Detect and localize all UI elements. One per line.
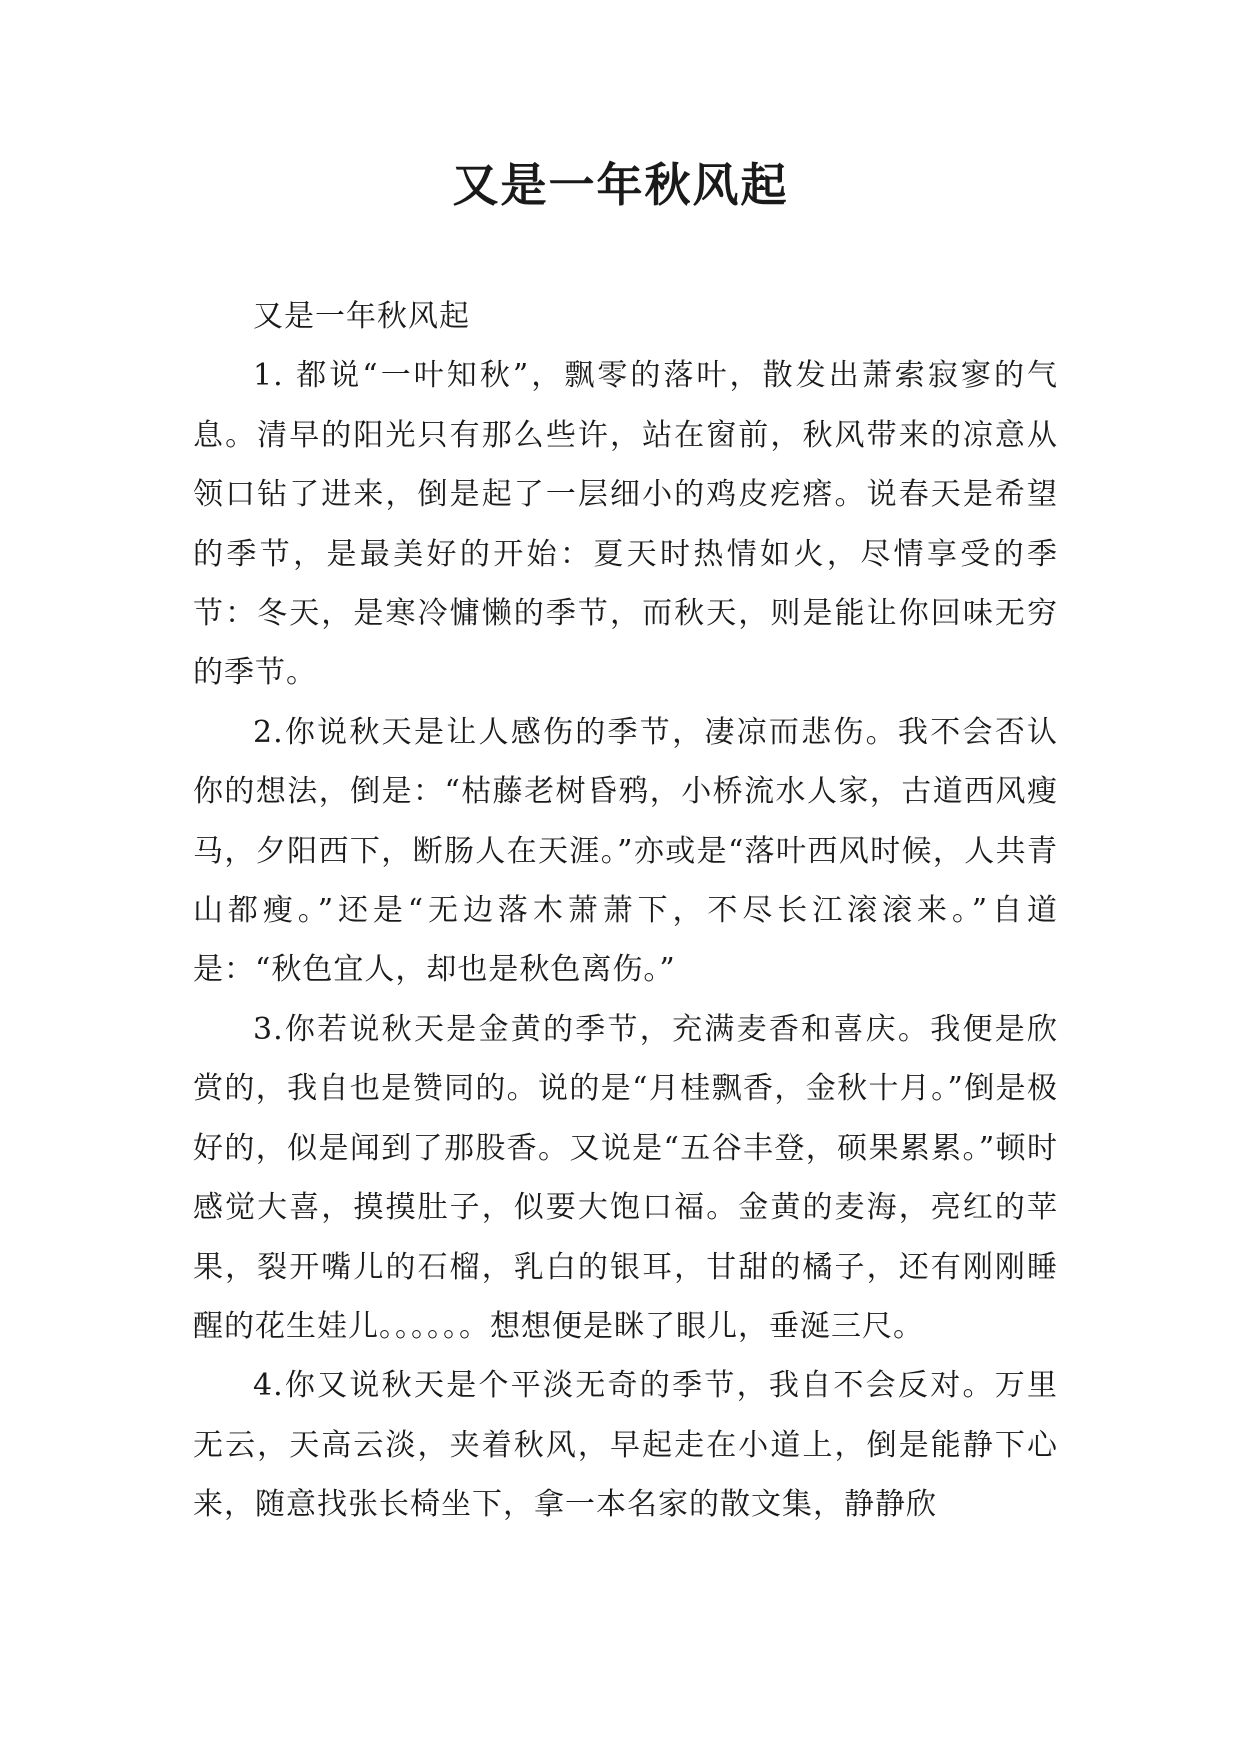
paragraph-2: 2.你说秋天是让人感伤的季节，凄凉而悲伤。我不会否认你的想法，倒是：“枯藤老树昏鸦，小桥流水人家，古道西风瘦马，夕阳西下，断肠人在天涯。”亦或是“落叶西风时候，人共青山都瘦。”还是“无边落木萧萧下，不尽长江滚滚来。”自道是：“秋色宜人，却也是秋色离伤。” bbox=[193, 714, 1058, 988]
paragraph-heading: 又是一年秋风起 bbox=[253, 299, 470, 334]
paragraph-1: 1. 都说“一叶知秋”，飘零的落叶，散发出萧索寂寥的气息。清早的阳光只有那么些许，站在窗前，秋风带来的凉意从领口钻了进来，倒是起了一层细小的鸡皮疙瘩。说春天是希望的季节，是最美好的开始：夏天时热情如火，尽情享受的季节：冬天，是寒冷慵懒的季节，而秋天，则是能让你回味无穷的季节。 bbox=[193, 358, 1058, 691]
paragraph-3: 3.你若说秋天是金黄的季节，充满麦香和喜庆。我便是欣赏的，我自也是赞同的。说的是“月桂飘香，金秋十月。”倒是极好的，似是闻到了那股香。又说是“五谷丰登，硕果累累。”顿时感觉大喜，摸摸肚子，似要大饱口福。金黄的麦海，亮红的苹果，裂开嘴儿的石榴，乳白的银耳，甘甜的橘子，还有刚刚睡醒的花生娃儿。。。。。。想想便是眯了眼儿，垂涎三尺。 bbox=[193, 1011, 1058, 1344]
paragraph-4: 4.你又说秋天是个平淡无奇的季节，我自不会反对。万里无云，天高云淡，夹着秋风，早起走在小道上，倒是能静下心来，随意找张长椅坐下，拿一本名家的散文集，静静欣 bbox=[193, 1368, 1058, 1523]
document-title: 又是一年秋风起 bbox=[452, 158, 789, 212]
document-body bbox=[193, 287, 1058, 1535]
